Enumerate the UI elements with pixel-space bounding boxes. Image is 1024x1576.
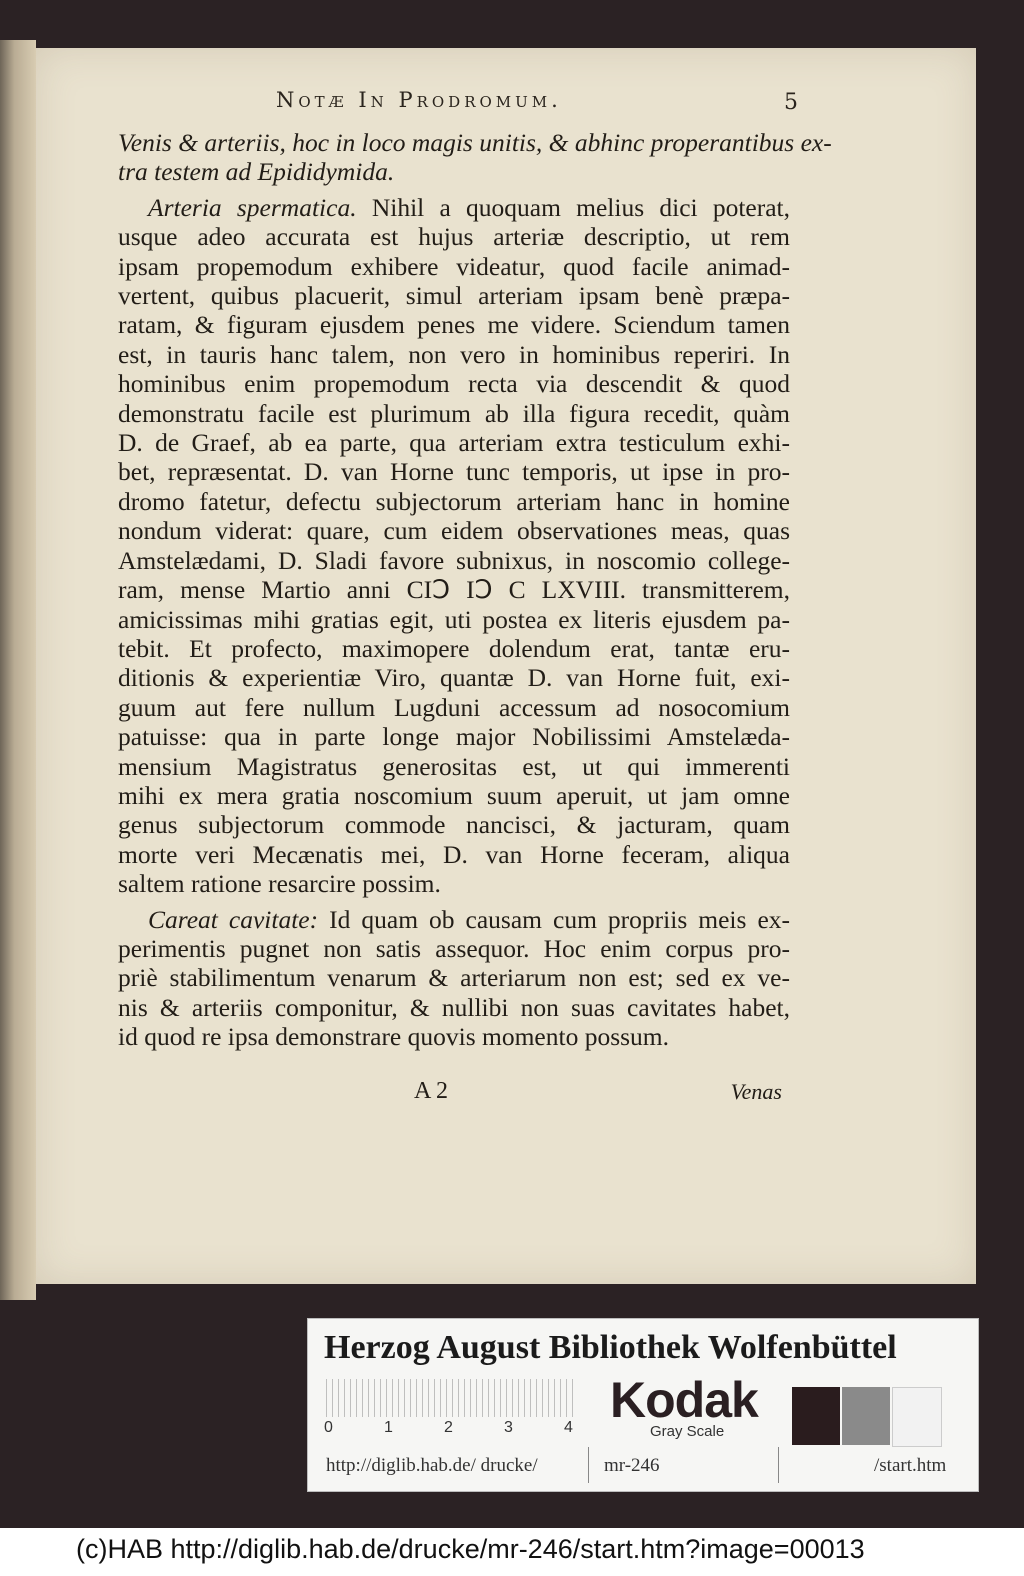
url-start-page: /start.htm bbox=[874, 1455, 947, 1476]
book-left-edge bbox=[0, 40, 36, 1300]
ruler-number: 4 bbox=[564, 1419, 573, 1436]
text-line: est, in tauris hanc talem, non vero in hominibus reperiri. In bbox=[118, 339, 790, 369]
text-line: id quod re ipsa demonstrare quovis momento possum. bbox=[118, 1022, 670, 1052]
text-line: morte veri Mecænatis mei, D. van Horne feceram, aliqua bbox=[118, 839, 790, 869]
text-line: ditionis & experientiæ Viro, quantæ D. van Horne fuit, exi- bbox=[118, 663, 790, 693]
ruler-number: 2 bbox=[444, 1419, 453, 1436]
url-shelfmark: mr-246 bbox=[604, 1455, 660, 1476]
gray-scale-label: Gray Scale bbox=[650, 1423, 725, 1440]
gray-swatch-mid bbox=[842, 1387, 890, 1445]
ruler-number: 1 bbox=[384, 1419, 393, 1436]
text-line: usque adeo accurata est hujus arteriæ descriptio, ut rem bbox=[118, 222, 790, 252]
library-name: Herzog August Bibliothek Wolfenbüttel bbox=[324, 1329, 897, 1366]
text-line: D. de Graef, ab ea parte, qua arteriam extra testiculum exhi- bbox=[118, 428, 790, 458]
text-line: vertent, quibus placuerit, simul arteriam ipsam benè præpa- bbox=[118, 281, 790, 311]
book-page bbox=[36, 48, 976, 1284]
signature-mark: A 2 bbox=[414, 1078, 449, 1104]
text-line: ram, mense Martio anni CIↃ IↃ C LXVIII. transmitterem, bbox=[118, 575, 790, 605]
text-line: hominibus enim propemodum recta via descendit & quod bbox=[118, 369, 790, 399]
url-divider bbox=[588, 1447, 589, 1483]
text-line: perimentis pugnet non satis assequor. Hoc enim corpus pro- bbox=[118, 933, 790, 963]
kodak-logo: Kodak bbox=[610, 1372, 758, 1428]
page-number: 5 bbox=[784, 90, 798, 115]
gray-swatch-dark bbox=[792, 1387, 840, 1445]
text-line: demonstratu facile est plurimum ab illa figura recedit, quàm bbox=[118, 398, 790, 428]
copyright-text: (c)HAB http://diglib.hab.de/drucke/mr-246/start.htm?image=00013 bbox=[76, 1534, 865, 1564]
ruler-number: 3 bbox=[504, 1419, 513, 1436]
text-line: Venis & arteriis, hoc in loco magis unitis, & abhinc properantibus ex- bbox=[118, 128, 832, 157]
text-line: priè stabilimentum venarum & arteriarum non est; sed ex ve- bbox=[118, 963, 790, 993]
url-divider bbox=[778, 1447, 779, 1483]
color-target-card bbox=[307, 1318, 979, 1492]
gray-swatch-light bbox=[892, 1387, 942, 1447]
text-line: guum aut fere nullum Lugduni accessum ad nosocomium bbox=[118, 692, 790, 722]
ruler-scale bbox=[326, 1379, 574, 1417]
text-line: genus subjectorum commode nancisci, & jacturam, quam bbox=[118, 810, 790, 840]
text-line: dromo fatetur, defectu subjectorum arteriam hanc in homine bbox=[118, 486, 790, 516]
text-line: ratam, & figuram ejusdem penes me videre. Sciendum tamen bbox=[118, 310, 790, 340]
ruler-numbers bbox=[322, 1419, 592, 1439]
body-text bbox=[118, 128, 832, 1052]
text-line: tebit. Et profecto, maximopere dolendum erat, tantæ eru- bbox=[118, 633, 790, 663]
ruler-number: 0 bbox=[324, 1419, 333, 1436]
text-line: bet, repræsentat. D. van Horne tunc temporis, ut ipse in pro- bbox=[118, 457, 790, 487]
url-base: http://diglib.hab.de/ drucke/ bbox=[326, 1455, 538, 1476]
text-line: amicissimas mihi gratias egit, uti postea ex literis ejusdem pa- bbox=[118, 604, 790, 634]
text-line: mihi ex mera gratia noscomium suum aperuit, ut jam omne bbox=[118, 780, 790, 810]
text-line: Amstelædami, D. Sladi favore subnixus, in noscomio college- bbox=[118, 545, 790, 575]
text-line: tra testem ad Epididymida. bbox=[118, 157, 395, 187]
text-line: nondum viderat: quare, cum eidem observationes meas, quas bbox=[118, 516, 790, 546]
text-line: Arteria spermatica. Nihil a quoquam melius dici poterat, bbox=[148, 192, 791, 222]
running-head: Notæ In Prodromum. bbox=[276, 88, 562, 112]
text-line: nis & arteriis componitur, & nullibi non suas cavitates habet, bbox=[118, 992, 790, 1022]
text-line: saltem ratione resarcire possim. bbox=[118, 869, 441, 899]
text-line: Careat cavitate: Id quam ob causam cum propriis meis ex- bbox=[148, 904, 791, 934]
text-line: ipsam propemodum exhibere videatur, quod facile animad- bbox=[118, 251, 790, 281]
text-line: mensium Magistratus generositas est, ut qui immerenti bbox=[118, 751, 790, 781]
text-line: patuisse: qua in parte longe major Nobilissimi Amstelæda- bbox=[118, 722, 790, 752]
catchword: Venas bbox=[730, 1079, 782, 1104]
